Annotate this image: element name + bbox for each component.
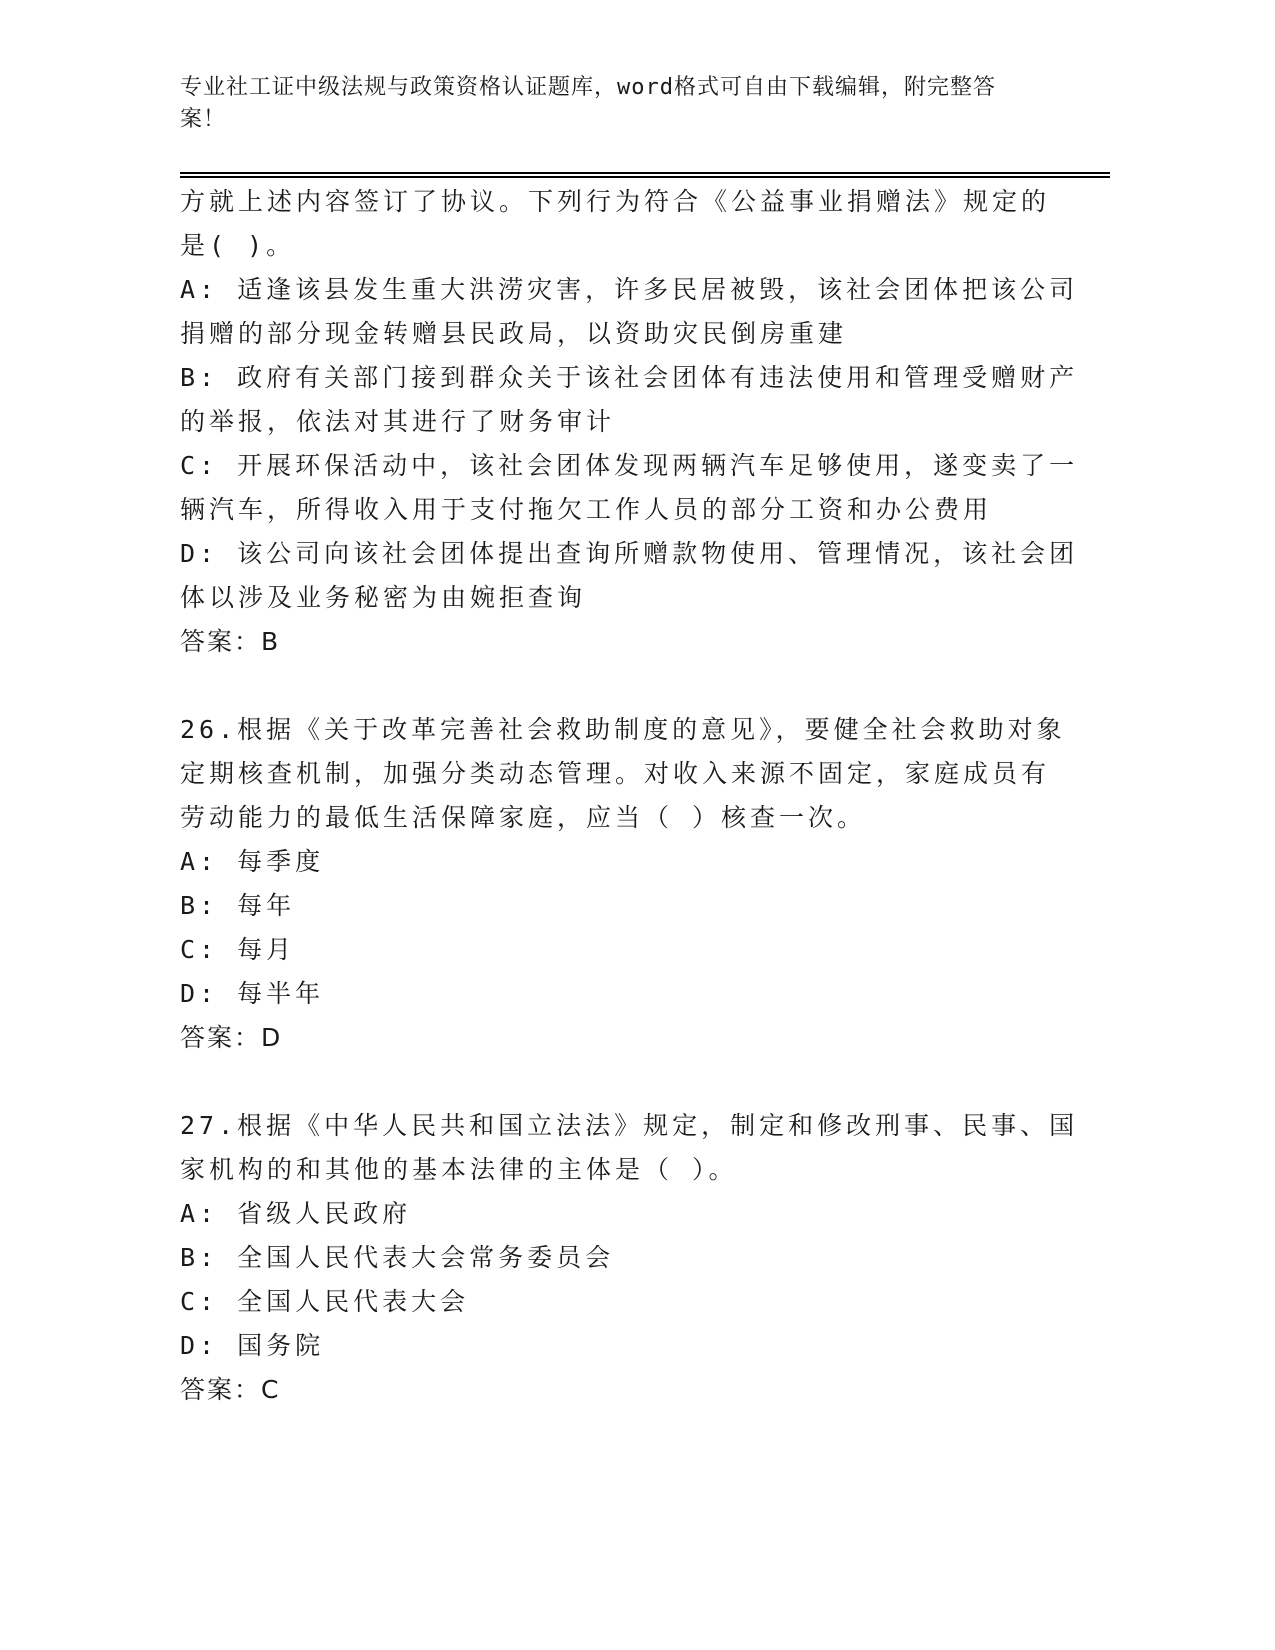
option-b [180, 356, 1079, 444]
option-line: A: 适逢该县发生重大洪涝灾害，许多民居被毁，该社会团体把该公司 [180, 275, 1079, 304]
question-stem-line: 26.根据《关于改革完善社会救助制度的意见》，要健全社会救助对象 [180, 715, 1066, 744]
option-line: 辆汽车，所得收入用于支付拖欠工作人员的部分工资和办公费用 [180, 495, 993, 524]
option-line: C: 开展环保活动中，该社会团体发现两辆汽车足够使用，遂变卖了一 [180, 451, 1079, 480]
question-26 [180, 708, 1066, 1060]
option-c: C: 全国人民代表大会 [180, 1287, 470, 1316]
header-line: 专业社工证中级法规与政策资格认证题库，word格式可自由下载编辑，附完整答 [180, 75, 996, 100]
option-a: A: 省级人民政府 [180, 1199, 412, 1228]
option-line: B: 政府有关部门接到群众关于该社会团体有违法使用和管理受赠财产 [180, 363, 1079, 392]
option-line: 捐赠的部分现金转赠县民政局，以资助灾民倒房重建 [180, 319, 848, 348]
question-stem-line: 27.根据《中华人民共和国立法法》规定，制定和修改刑事、民事、国 [180, 1111, 1079, 1140]
header-divider [180, 172, 1110, 177]
option-d [180, 532, 1079, 620]
option-c: C: 每月 [180, 935, 296, 964]
option-d: D: 国务院 [180, 1331, 325, 1360]
answer-label: 答案：D [180, 1023, 283, 1052]
question-stem-line: 劳动能力的最低生活保障家庭，应当（ ）核查一次。 [180, 803, 867, 832]
question-stem-line: 是( )。 [180, 231, 296, 260]
option-d: D: 每半年 [180, 979, 325, 1008]
question-stem-line: 定期核查机制，加强分类动态管理。对收入来源不固定，家庭成员有 [180, 759, 1051, 788]
header-line: 案！ [180, 107, 227, 132]
page-header [180, 72, 1040, 136]
answer-label: 答案：B [180, 627, 281, 656]
option-a [180, 268, 1079, 356]
question-stem-line: 家机构的和其他的基本法律的主体是（ ）。 [180, 1155, 738, 1184]
option-b: B: 每年 [180, 891, 296, 920]
answer-label: 答案：C [180, 1375, 281, 1404]
option-line: 的举报，依法对其进行了财务审计 [180, 407, 616, 436]
question-content [180, 180, 1079, 1412]
option-b: B: 全国人民代表大会常务委员会 [180, 1243, 615, 1272]
question-stem-line: 方就上述内容签订了协议。下列行为符合《公益事业捐赠法》规定的 [180, 187, 1051, 216]
option-line: D: 该公司向该社会团体提出查询所赠款物使用、管理情况，该社会团 [180, 539, 1079, 568]
option-line: 体以涉及业务秘密为由婉拒查询 [180, 583, 587, 612]
option-a: A: 每季度 [180, 847, 325, 876]
option-c [180, 444, 1079, 532]
question-27 [180, 1104, 1079, 1412]
question-25-continuation [180, 180, 1079, 664]
